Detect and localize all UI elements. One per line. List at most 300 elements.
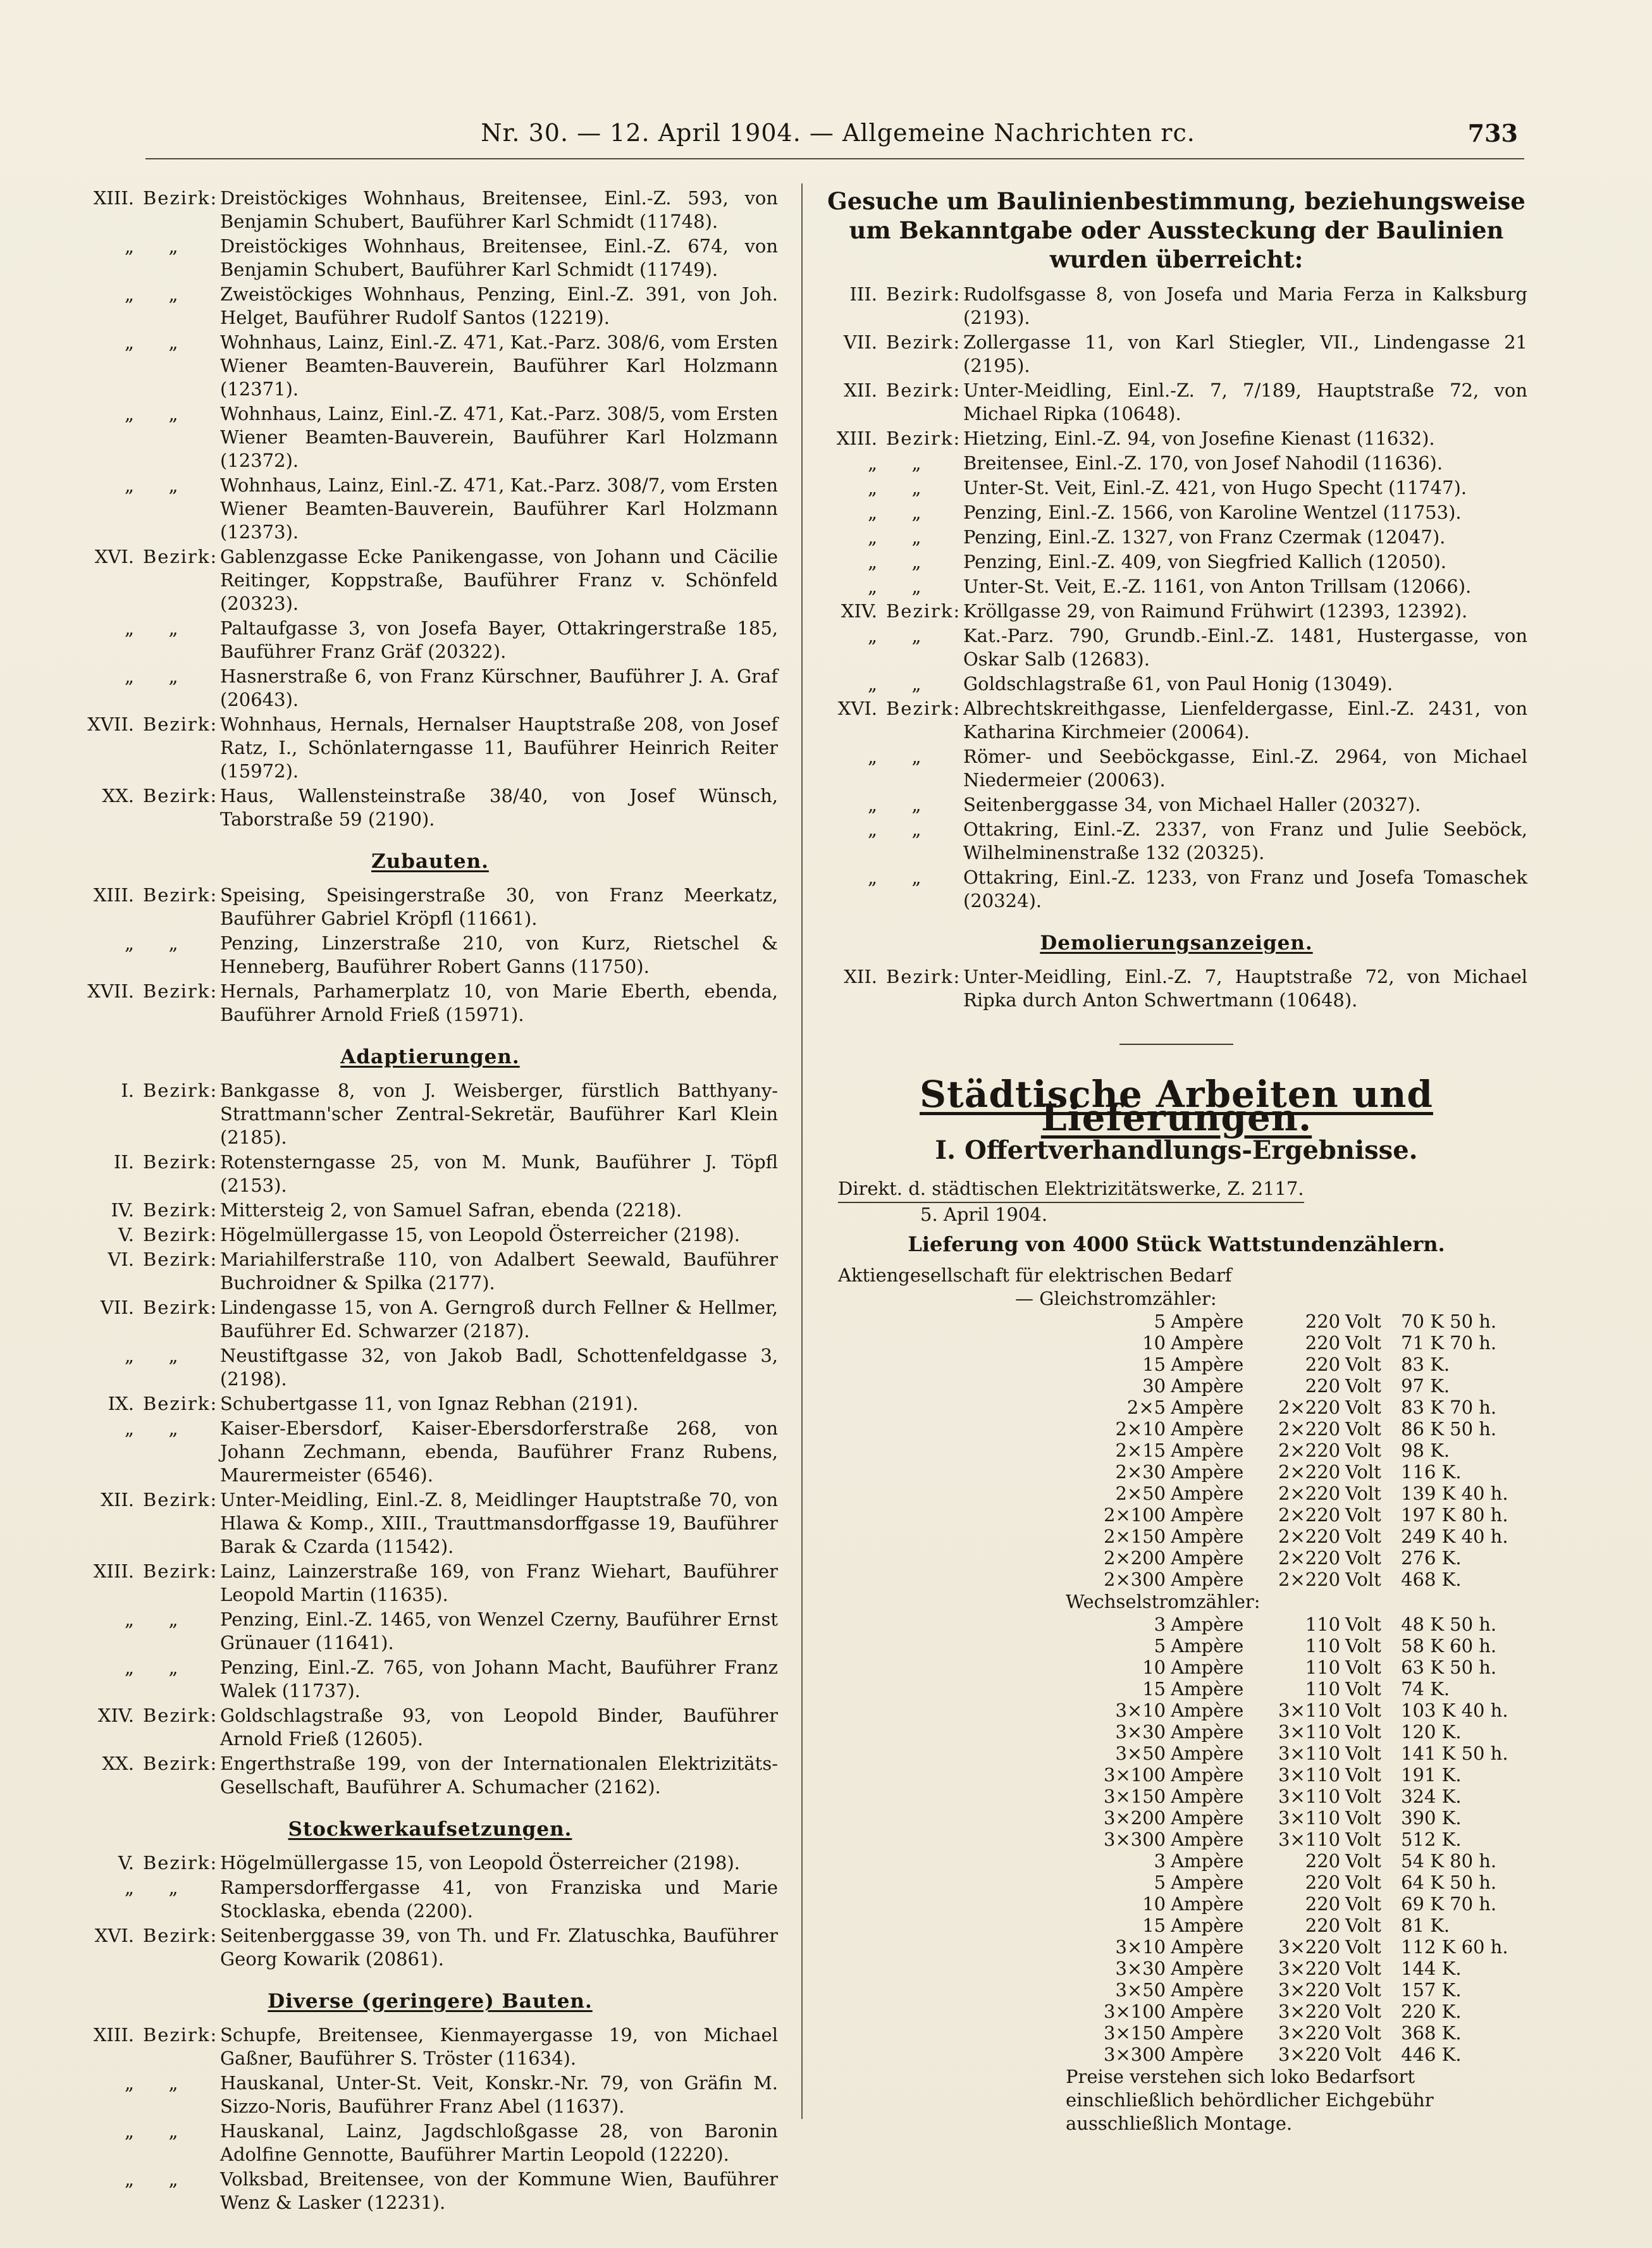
bezirk-number: XVI.	[94, 1925, 134, 1946]
bezirk-number: XIII.	[93, 884, 134, 906]
bezirk-label: „	[168, 665, 178, 687]
list-item	[82, 884, 778, 930]
offert-subtitle: I. Offertverhandlungs-Ergebnisse.	[935, 1135, 1418, 1165]
price-value: 97 K.	[1401, 1375, 1450, 1397]
table-row	[1104, 1657, 1513, 1678]
entry-location	[825, 818, 963, 865]
entry-text: Hietzing, Einl.-Z. 94, von Josefine Kienast (11632).	[963, 428, 1435, 449]
list-item	[825, 379, 1527, 426]
price-value: 71 K 70 h.	[1401, 1332, 1497, 1354]
volt-value: 220	[1305, 1311, 1341, 1332]
entry-text: Lindengasse 15, von A. Gerngroß durch Fellner & Hellmer, Bauführer Ed. Schwarzer (2187).	[220, 1297, 778, 1342]
bezirk-label: Bezirk:	[143, 1753, 218, 1774]
price-value: 144 K.	[1401, 1958, 1462, 1979]
ampere-unit: Ampère	[1171, 1807, 1244, 1829]
volt-unit: Volt	[1345, 1786, 1381, 1807]
bezirk-number: XII.	[844, 966, 877, 987]
stockwerk-heading: Stockwerkaufsetzungen.	[288, 1818, 572, 1841]
ampere-value: 3×200	[1104, 1807, 1166, 1829]
entry-text: Römer- und Seeböckgasse, Einl.-Z. 2964, von Michael Niedermeier (20063).	[963, 746, 1527, 791]
page-number: 733	[1467, 119, 1518, 147]
entry-text: Wohnhaus, Lainz, Einl.-Z. 471, Kat.-Parz. 308/7, vom Ersten Wiener Beamten-Bauverein, Bauführer Karl Holzmann (12373).	[220, 474, 778, 543]
bezirk-number: IX.	[108, 1393, 134, 1414]
volt-value: 3×110	[1278, 1786, 1341, 1807]
entry-location	[82, 1488, 220, 1559]
bezirk-label: Bezirk:	[143, 1249, 218, 1270]
ampere-value: 2×100	[1104, 1504, 1166, 1526]
bezirk-label: „	[911, 818, 922, 840]
entry-location	[82, 2072, 220, 2118]
bezirk-label: Bezirk:	[143, 1705, 218, 1726]
table-row	[1104, 1764, 1513, 1786]
table-row	[1104, 1807, 1513, 1829]
bezirk-label: Bezirk:	[886, 966, 961, 987]
ampere-unit: Ampère	[1171, 1657, 1244, 1678]
list-item	[82, 1876, 778, 1923]
price-value: 512 K.	[1401, 1829, 1462, 1850]
list-item	[82, 932, 778, 979]
bezirk-number: „	[867, 818, 877, 840]
entry-location	[82, 1876, 220, 1923]
entry-text: Kröllgasse 29, von Raimund Frühwirt (12393, 12392).	[963, 600, 1468, 622]
section-rule	[1119, 1044, 1233, 1045]
entry-text: Kaiser-Ebersdorf, Kaiser-Ebersdorferstraße 268, von Johann Zechmann, ebenda, Bauführer Franz Rubens, Maurermeister (6546).	[220, 1417, 778, 1486]
bezirk-number: „	[867, 502, 877, 523]
entry-text: Wohnhaus, Hernals, Hernalser Hauptstraße 208, von Josef Ratz, I., Schönlaterngasse 11, Bauführer Heinrich Reiter (15972).	[220, 713, 778, 782]
price-value: 103 K 40 h.	[1401, 1700, 1508, 1721]
diverse-heading: Diverse (geringere) Bauten.	[268, 1990, 593, 2013]
entry-text: Ottakring, Einl.-Z. 2337, von Franz und Julie Seeböck, Wilhelminenstraße 132 (20325).	[963, 818, 1527, 863]
entry-text: Hauskanal, Lainz, Jagdschloßgasse 28, von Baronin Adolfine Gennotte, Bauführer Martin Leopold (12220).	[220, 2120, 778, 2165]
entry-location	[82, 331, 220, 401]
column-divider	[801, 183, 803, 2119]
entry-text: Unter-St. Veit, E.-Z. 1161, von Anton Trillsam (12066).	[963, 576, 1472, 597]
bezirk-number: XVII.	[87, 713, 134, 735]
entry-text: Engerthstraße 199, von der Internationalen Elektrizitäts-Gesellschaft, Bauführer A. Schumacher (2162).	[220, 1753, 778, 1798]
bezirk-label: Bezirk:	[143, 785, 218, 806]
bezirk-label: „	[911, 452, 922, 474]
entry-location	[825, 427, 963, 450]
bezirk-number: „	[867, 746, 877, 767]
volt-unit: Volt	[1345, 1311, 1381, 1332]
neubauten-list	[82, 187, 778, 831]
price-value: 249 K 40 h.	[1401, 1526, 1508, 1547]
entry-location	[82, 665, 220, 712]
volt-unit: Volt	[1345, 1872, 1381, 1893]
bezirk-number: „	[867, 452, 877, 474]
price-footnote: Preise verstehen sich loko Bedarfsort einschließlich behördlicher Eichgebühr ausschließlich Montage.	[1066, 2066, 1434, 2134]
bezirk-label: Bezirk:	[886, 283, 961, 305]
entry-text: Wohnhaus, Lainz, Einl.-Z. 471, Kat.-Parz. 308/5, vom Ersten Wiener Beamten-Bauverein, Bauführer Karl Holzmann (12372).	[220, 403, 778, 471]
entry-text: Rampersdorffergasse 41, von Franziska und Marie Stocklaska, ebenda (2200).	[220, 1877, 778, 1922]
bezirk-number: XIII.	[93, 187, 134, 209]
volt-value: 220	[1305, 1850, 1341, 1872]
price-value: 139 K 40 h.	[1401, 1483, 1508, 1504]
volt-unit: Volt	[1345, 1332, 1381, 1354]
price-value: 276 K.	[1401, 1547, 1462, 1569]
ampere-unit: Ampère	[1171, 1504, 1244, 1526]
list-item	[82, 1151, 778, 1197]
table-row	[1104, 1936, 1513, 1958]
bezirk-label: „	[168, 1417, 178, 1439]
volt-value: 3×110	[1278, 1807, 1341, 1829]
volt-unit: Volt	[1345, 1569, 1381, 1590]
demolierung-heading: Demolierungsanzeigen.	[1040, 932, 1313, 954]
list-item	[82, 1079, 778, 1149]
bezirk-label: „	[911, 746, 922, 767]
list-item	[825, 331, 1527, 378]
price-value: 86 K 50 h.	[1401, 1418, 1497, 1440]
table-row	[1104, 1915, 1513, 1936]
bezirk-label: „	[168, 474, 178, 496]
ampere-value: 3×50	[1115, 1743, 1166, 1764]
volt-unit: Volt	[1345, 1461, 1381, 1483]
volt-unit: Volt	[1345, 1635, 1381, 1657]
bezirk-label: Bezirk:	[143, 1393, 218, 1414]
ampere-unit: Ampère	[1171, 1700, 1244, 1721]
ampere-value: 15	[1142, 1354, 1166, 1375]
table-row	[1104, 1547, 1513, 1569]
bezirk-label: Bezirk:	[143, 1199, 218, 1221]
entry-location	[82, 1704, 220, 1751]
list-item	[82, 1851, 778, 1875]
table-row	[1104, 1354, 1513, 1375]
bezirk-label: Bezirk:	[886, 698, 961, 719]
list-item	[825, 452, 1527, 475]
entry-text: Gablenzgasse Ecke Panikengasse, von Johann und Cäcilie Reitinger, Koppstraße, Bauführer Franz v. Schönfeld (20323).	[220, 546, 778, 614]
entry-location	[825, 575, 963, 598]
entry-text: Penzing, Einl.-Z. 1566, von Karoline Wentzel (11753).	[963, 502, 1462, 523]
entry-text: Zweistöckiges Wohnhaus, Penzing, Einl.-Z. 391, von Joh. Helget, Bauführer Rudolf Santos (12219).	[220, 283, 778, 328]
entry-text: Albrechtskreithgasse, Lienfeldergasse, Einl.-Z. 2431, von Katharina Kirchmeier (20064).	[963, 698, 1527, 743]
entry-text: Bankgasse 8, von J. Weisberger, fürstlich Batthyany-Strattmann'scher Zentral-Sekretär, Bauführer Karl Klein (2185).	[220, 1080, 778, 1148]
ampere-unit: Ampère	[1171, 1958, 1244, 1979]
entry-text: Mariahilferstraße 110, von Adalbert Seewald, Bauführer Buchroidner & Spilka (2177).	[220, 1249, 778, 1294]
entry-text: Kat.-Parz. 790, Grundb.-Einl.-Z. 1481, Hustergasse, von Oskar Salb (12683).	[963, 625, 1527, 670]
list-item	[825, 427, 1527, 450]
bezirk-number: VII.	[100, 1297, 134, 1318]
price-value: 54 K 80 h.	[1401, 1850, 1497, 1872]
ampere-unit: Ampère	[1171, 1979, 1244, 2001]
ampere-value: 10	[1142, 1657, 1166, 1678]
bezirk-number: IV.	[111, 1199, 134, 1221]
table-row	[1104, 1872, 1513, 1893]
entry-text: Dreistöckiges Wohnhaus, Breitensee, Einl.-Z. 674, von Benjamin Schubert, Bauführer Karl Schmidt (11749).	[220, 235, 778, 280]
ampere-unit: Ampère	[1171, 1915, 1244, 1936]
entry-location	[82, 187, 220, 233]
list-item	[82, 1560, 778, 1607]
date-line: 5. April 1904.	[920, 1204, 1048, 1225]
entry-text: Zollergasse 11, von Karl Stiegler, VII., Lindengasse 21 (2195).	[963, 331, 1527, 376]
table-row	[1104, 2022, 1513, 2044]
price-value: 83 K 70 h.	[1401, 1397, 1497, 1418]
bezirk-label: „	[911, 794, 922, 815]
volt-value: 3×220	[1278, 2022, 1341, 2044]
list-item	[82, 2072, 778, 2118]
bezirk-label: Bezirk:	[143, 1151, 218, 1173]
bezirk-number: „	[867, 477, 877, 498]
adaptierungen-heading: Adaptierungen.	[340, 1046, 520, 1068]
volt-unit: Volt	[1345, 1829, 1381, 1850]
ampere-unit: Ampère	[1171, 1936, 1244, 1958]
ampere-value: 3×10	[1115, 1936, 1166, 1958]
entry-text: Goldschlagstraße 93, von Leopold Binder, Bauführer Arnold Frieß (12605).	[220, 1705, 778, 1750]
bezirk-label: „	[168, 617, 178, 639]
ampere-unit: Ampère	[1171, 1743, 1244, 1764]
price-value: 48 K 50 h.	[1401, 1614, 1497, 1635]
bezirk-label: „	[911, 867, 922, 888]
list-item	[825, 526, 1527, 549]
list-item	[82, 1248, 778, 1295]
volt-value: 2×220	[1278, 1526, 1341, 1547]
bezirk-label: „	[911, 625, 922, 646]
ampere-unit: Ampère	[1171, 1311, 1244, 1332]
bezirk-label: „	[168, 1877, 178, 1898]
right-column	[825, 187, 1527, 2135]
table-row	[1104, 1829, 1513, 1850]
table-row	[1104, 1635, 1513, 1657]
bezirk-label: „	[168, 235, 178, 257]
bezirk-label: Bezirk:	[143, 187, 218, 209]
list-item	[825, 600, 1527, 623]
entry-location	[82, 1752, 220, 1799]
entry-location	[82, 617, 220, 664]
entry-location	[82, 1924, 220, 1971]
bezirk-number: „	[124, 1877, 134, 1898]
bezirk-number: XX.	[102, 1753, 134, 1774]
volt-value: 110	[1305, 1614, 1341, 1635]
entry-location	[825, 526, 963, 549]
arbeiten-title: Städtische Arbeiten und Lieferungen.	[920, 1073, 1433, 1139]
entry-location	[82, 2168, 220, 2214]
entry-location	[82, 1079, 220, 1149]
list-item	[82, 1608, 778, 1655]
price-value: 120 K.	[1401, 1721, 1462, 1743]
table-row	[1104, 1526, 1513, 1547]
entry-location	[825, 697, 963, 744]
direkt-line: Direkt. d. städtischen Elektrizitätswerke, Z. 2117.	[838, 1177, 1304, 1203]
bezirk-number: V.	[118, 1852, 134, 1874]
entry-location	[825, 866, 963, 913]
volt-unit: Volt	[1345, 1354, 1381, 1375]
volt-unit: Volt	[1345, 1657, 1381, 1678]
bezirk-label: Bezirk:	[143, 1925, 218, 1946]
bezirk-label: „	[168, 2072, 178, 2094]
list-item	[825, 283, 1527, 330]
entry-text: Rudolfsgasse 8, von Josefa und Maria Ferza in Kalksburg (2193).	[963, 283, 1527, 328]
bezirk-number: „	[124, 1345, 134, 1366]
volt-unit: Volt	[1345, 1893, 1381, 1915]
entry-location	[825, 331, 963, 378]
table-row	[1104, 1418, 1513, 1440]
bezirk-number: XIII.	[93, 2024, 134, 2046]
list-item	[82, 1417, 778, 1487]
entry-text: Penzing, Einl.-Z. 409, von Siegfried Kallich (12050).	[963, 551, 1446, 572]
ampere-value: 3×150	[1104, 2022, 1166, 2044]
ampere-value: 2×10	[1115, 1418, 1166, 1440]
bezirk-number: „	[124, 331, 134, 353]
header-title: Nr. 30. — 12. April 1904. — Allgemeine Nachrichten rc.	[481, 119, 1195, 147]
table-row	[1104, 1678, 1513, 1700]
entry-location	[82, 1344, 220, 1391]
ampere-unit: Ampère	[1171, 2044, 1244, 2065]
entry-location	[82, 884, 220, 930]
bezirk-label: Bezirk:	[143, 1852, 218, 1874]
ampere-value: 3×300	[1104, 1829, 1166, 1850]
entry-text: Hernals, Parhamerplatz 10, von Marie Eberth, ebenda, Bauführer Arnold Frieß (15971).	[220, 980, 778, 1025]
volt-value: 3×220	[1278, 2001, 1341, 2022]
list-item	[82, 1704, 778, 1751]
bezirk-number: V.	[118, 1224, 134, 1245]
entry-text: Unter-Meidling, Einl.-Z. 7, 7/189, Hauptstraße 72, von Michael Ripka (10648).	[963, 380, 1527, 424]
ampere-value: 10	[1142, 1332, 1166, 1354]
list-item	[82, 1344, 778, 1391]
bezirk-number: XIII.	[93, 1560, 134, 1582]
bezirk-number: „	[124, 2120, 134, 2142]
volt-unit: Volt	[1345, 1721, 1381, 1743]
entry-location	[825, 476, 963, 500]
entry-location	[82, 1851, 220, 1875]
ampere-value: 3×30	[1115, 1721, 1166, 1743]
table-row	[1104, 1958, 1513, 1979]
volt-unit: Volt	[1345, 1915, 1381, 1936]
bezirk-number: „	[124, 617, 134, 639]
list-item	[82, 235, 778, 281]
entry-location	[825, 600, 963, 623]
volt-unit: Volt	[1345, 1850, 1381, 1872]
ampere-value: 2×300	[1104, 1569, 1166, 1590]
volt-value: 2×220	[1278, 1547, 1341, 1569]
volt-unit: Volt	[1345, 1678, 1381, 1700]
entry-location	[82, 1560, 220, 1607]
volt-value: 2×220	[1278, 1504, 1341, 1526]
ampere-unit: Ampère	[1171, 1354, 1244, 1375]
bezirk-label: „	[168, 1657, 178, 1678]
bezirk-number: „	[867, 526, 877, 548]
entry-text: Neustiftgasse 32, von Jakob Badl, Schottenfeldgasse 3, (2198).	[220, 1345, 778, 1390]
price-value: 112 K 60 h.	[1401, 1936, 1508, 1958]
bezirk-number: „	[124, 1417, 134, 1439]
bezirk-label: Bezirk:	[143, 1489, 218, 1510]
table-row	[1104, 1614, 1513, 1635]
bezirk-label: „	[911, 576, 922, 597]
volt-value: 220	[1305, 1872, 1341, 1893]
ampere-unit: Ampère	[1171, 1786, 1244, 1807]
baulinien-list	[825, 283, 1527, 913]
zubauten-heading: Zubauten.	[371, 850, 489, 873]
entry-location	[82, 235, 220, 281]
bezirk-label: Bezirk:	[143, 980, 218, 1002]
entry-text: Volksbad, Breitensee, von der Kommune Wien, Bauführer Wenz & Lasker (12231).	[220, 2168, 778, 2213]
bezirk-label: Bezirk:	[143, 884, 218, 906]
list-item	[825, 697, 1527, 744]
entry-location	[825, 501, 963, 524]
price-value: 446 K.	[1401, 2044, 1462, 2065]
entry-location	[82, 545, 220, 615]
bezirk-number: „	[124, 932, 134, 954]
list-item	[82, 1223, 778, 1247]
entry-location	[82, 1199, 220, 1222]
price-value: 197 K 80 h.	[1401, 1504, 1508, 1526]
bezirk-label: „	[168, 2120, 178, 2142]
list-item	[825, 501, 1527, 524]
entry-text: Hauskanal, Unter-St. Veit, Konskr.-Nr. 79, von Gräfin M. Sizzo-Noris, Bauführer Franz Abel (11637).	[220, 2072, 778, 2117]
entry-text: Goldschlagstraße 61, von Paul Honig (13049).	[963, 673, 1393, 695]
price-value: 468 K.	[1401, 1569, 1462, 1590]
entry-text: Wohnhaus, Lainz, Einl.-Z. 471, Kat.-Parz. 308/6, vom Ersten Wiener Beamten-Bauverein, Bauführer Karl Holzmann (12371).	[220, 331, 778, 400]
ampere-unit: Ampère	[1171, 1418, 1244, 1440]
entry-location	[825, 550, 963, 574]
entry-location	[82, 1296, 220, 1343]
entry-location	[825, 793, 963, 817]
list-item	[82, 1392, 778, 1416]
list-item	[825, 793, 1527, 817]
bezirk-label: Bezirk:	[886, 331, 961, 353]
entry-location	[825, 624, 963, 671]
table-row	[1104, 1461, 1513, 1483]
price-value: 81 K.	[1401, 1915, 1450, 1936]
bezirk-label: „	[911, 551, 922, 572]
volt-value: 220	[1305, 1375, 1341, 1397]
ampere-value: 3	[1154, 1614, 1166, 1635]
entry-location	[825, 452, 963, 475]
price-value: 141 K 50 h.	[1401, 1743, 1508, 1764]
entry-location	[82, 932, 220, 979]
entry-location	[82, 474, 220, 544]
price-value: 70 K 50 h.	[1401, 1311, 1497, 1332]
bezirk-number: „	[867, 673, 877, 695]
list-item	[82, 1199, 778, 1222]
volt-unit: Volt	[1345, 1526, 1381, 1547]
table-row	[1104, 1397, 1513, 1418]
volt-value: 3×110	[1278, 1700, 1341, 1721]
bezirk-label: Bezirk:	[143, 713, 218, 735]
entry-text: Hasnerstraße 6, von Franz Kürschner, Bauführer J. A. Graf (20643).	[220, 665, 778, 710]
volt-value: 110	[1305, 1657, 1341, 1678]
table-row	[1104, 1850, 1513, 1872]
zubauten-list	[82, 884, 778, 1027]
entry-location	[82, 2120, 220, 2166]
ampere-value: 30	[1142, 1375, 1166, 1397]
ampere-value: 5	[1154, 1311, 1166, 1332]
volt-value: 2×220	[1278, 1483, 1341, 1504]
entry-text: Haus, Wallensteinstraße 38/40, von Josef Wünsch, Taborstraße 59 (2190).	[220, 785, 778, 830]
ampere-value: 3×10	[1115, 1700, 1166, 1721]
entry-text: Ottakring, Einl.-Z. 1233, von Franz und Josefa Tomaschek (20324).	[963, 867, 1527, 911]
table-row	[1104, 1504, 1513, 1526]
bezirk-label: „	[168, 331, 178, 353]
header-rule	[145, 158, 1524, 159]
bezirk-label: „	[168, 403, 178, 424]
entry-text: Speising, Speisingerstraße 30, von Franz Meerkatz, Bauführer Gabriel Kröpfl (11661).	[220, 884, 778, 929]
bezirk-label: Bezirk:	[143, 546, 218, 567]
bezirk-number: I.	[121, 1080, 134, 1101]
wechselstrom-table	[1104, 1614, 1513, 2065]
volt-unit: Volt	[1345, 1418, 1381, 1440]
ampere-unit: Ampère	[1171, 1483, 1244, 1504]
ampere-unit: Ampère	[1171, 1461, 1244, 1483]
list-item	[82, 665, 778, 712]
ampere-unit: Ampère	[1171, 1893, 1244, 1915]
entry-text: Seitenberggasse 34, von Michael Haller (20327).	[963, 794, 1421, 815]
table-row	[1104, 1375, 1513, 1397]
list-item	[82, 1656, 778, 1703]
entry-location	[82, 1151, 220, 1197]
volt-value: 3×220	[1278, 1979, 1341, 2001]
bezirk-label: Bezirk:	[886, 428, 961, 449]
bezirk-label: „	[168, 1345, 178, 1366]
volt-unit: Volt	[1345, 1440, 1381, 1461]
